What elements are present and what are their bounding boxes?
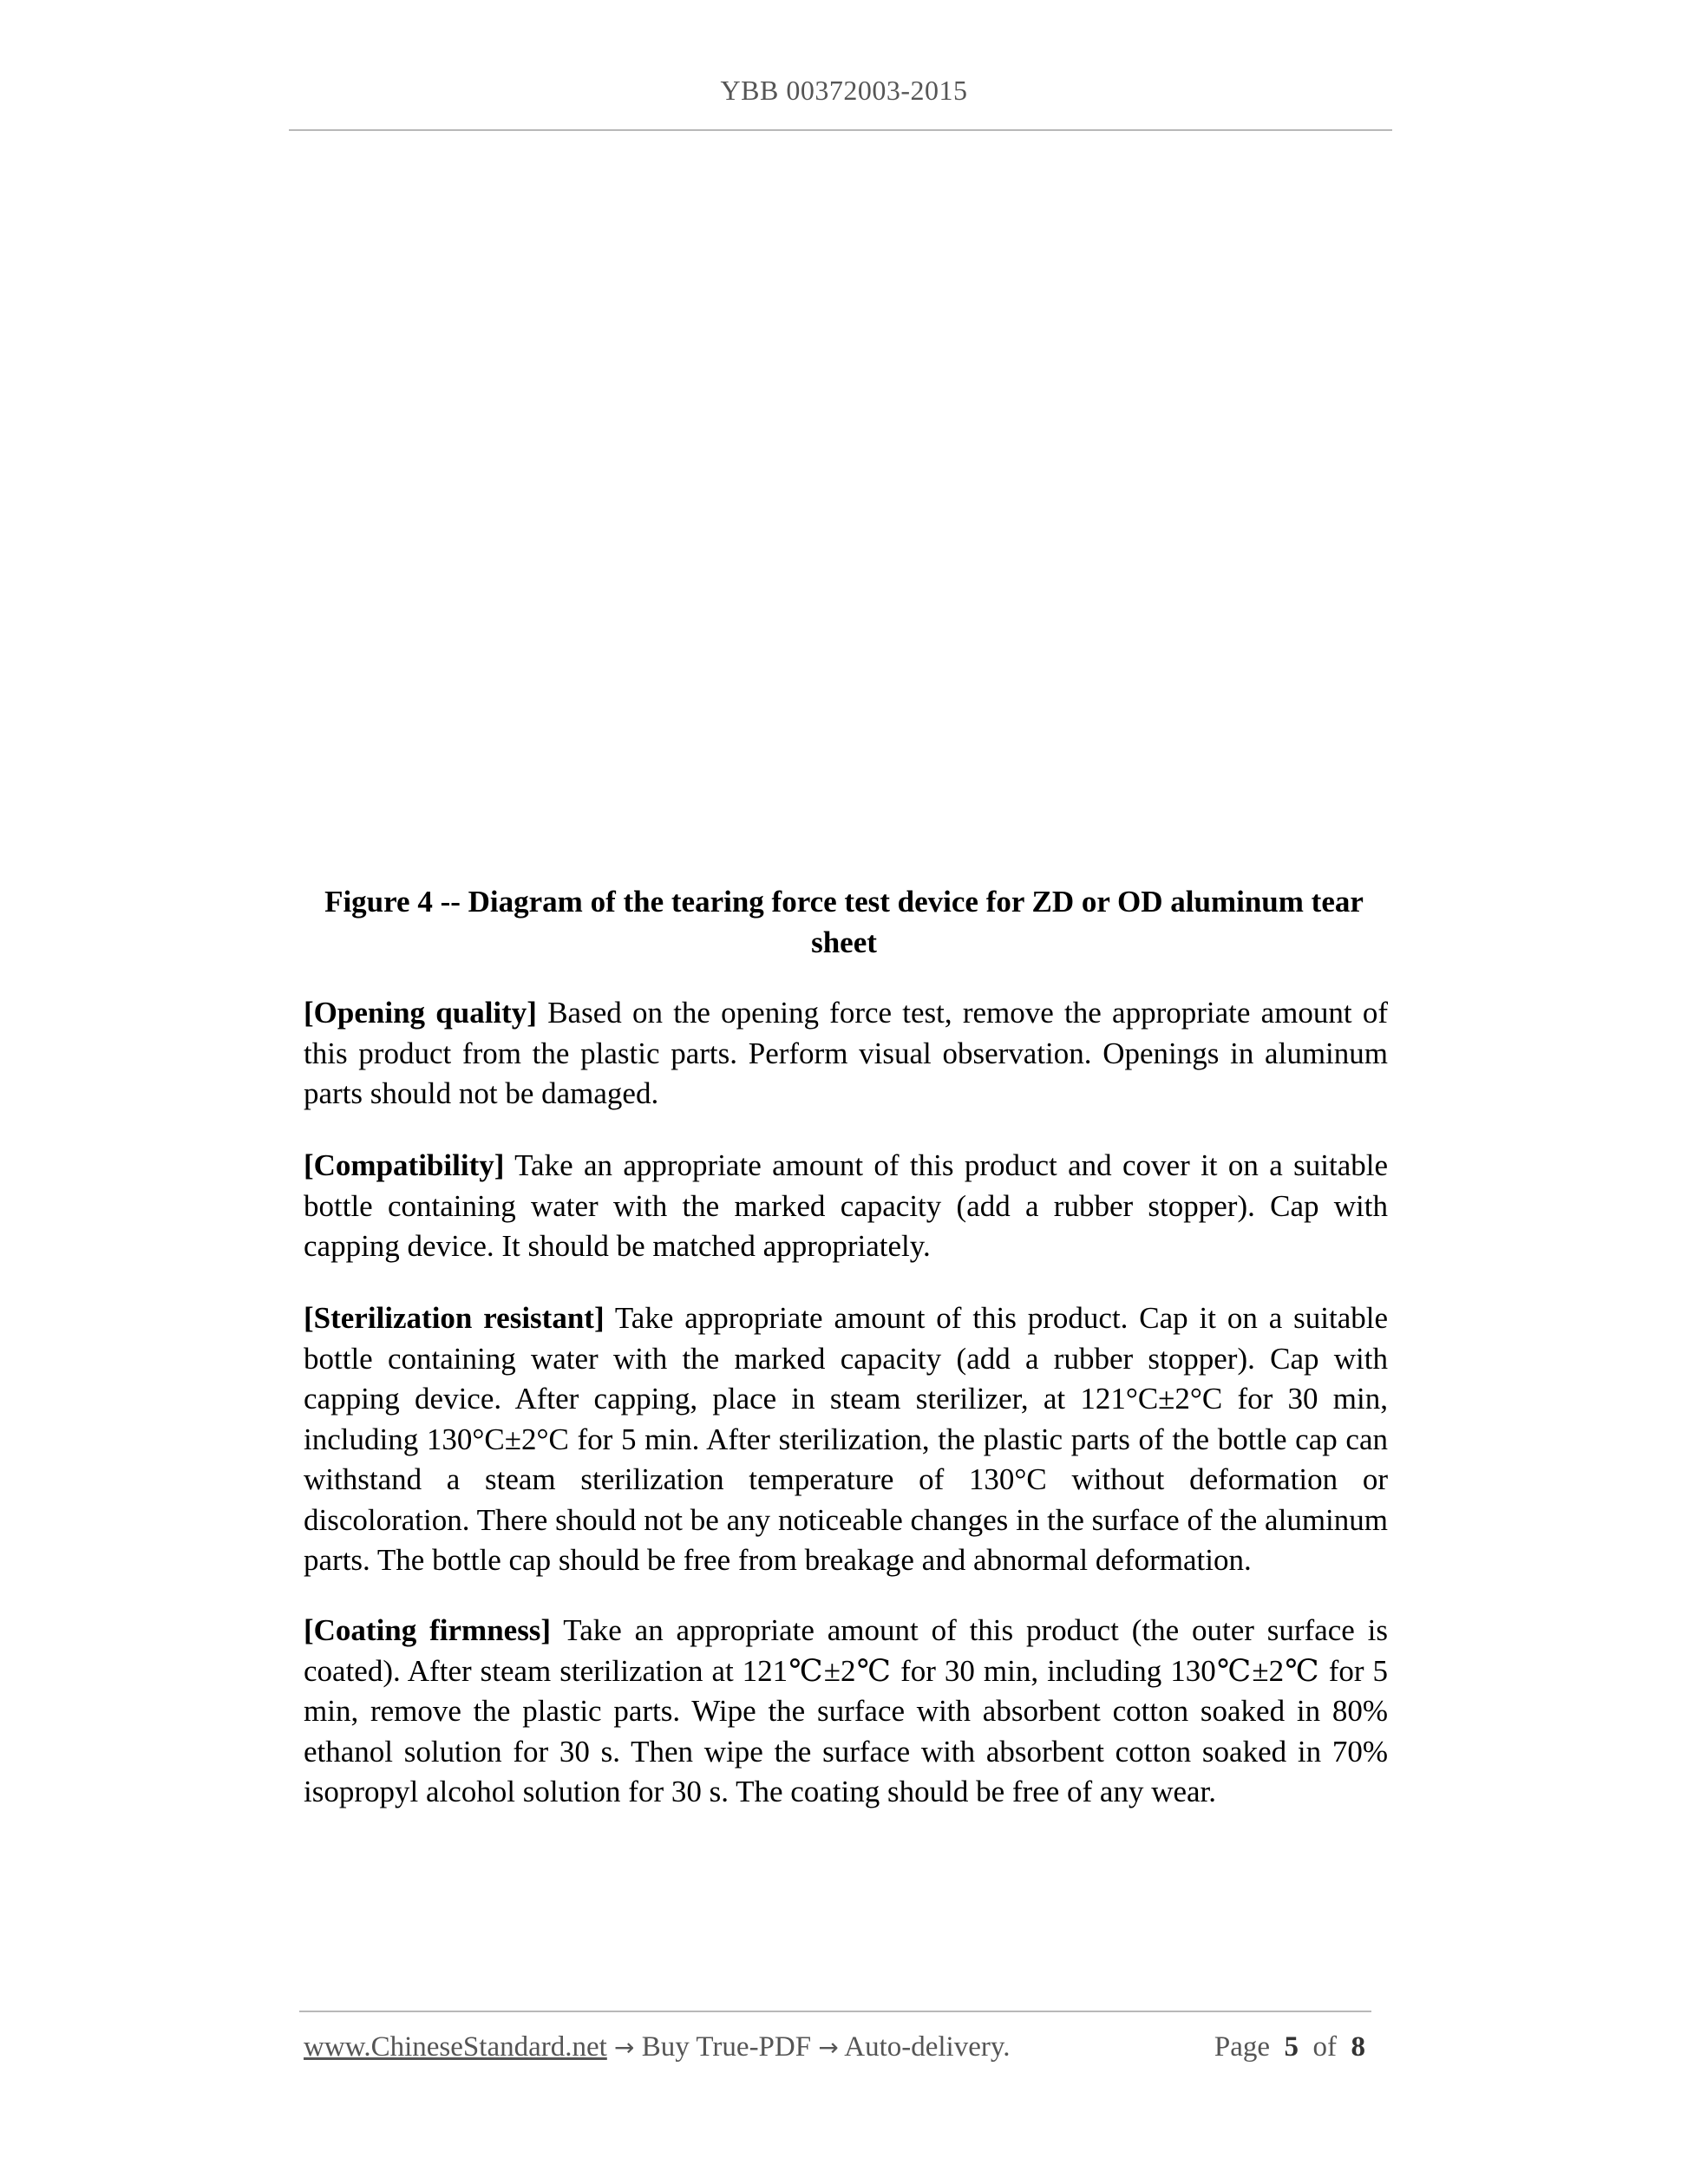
section-heading: [Sterilization resistant] — [304, 1301, 605, 1335]
figure-caption: Figure 4 -- Diagram of the tearing force test device for ZD or OD aluminum tear sheet — [324, 885, 1364, 959]
website-link[interactable]: www.ChineseStandard.net — [304, 2031, 607, 2063]
buy-true-pdf-text: Buy True-PDF — [641, 2031, 812, 2063]
section-body: Based on the opening force test, remove the appropriate amount of this product from the plastic parts. Perform visual observation. Openings in aluminum parts should not be damaged. — [304, 996, 1388, 1110]
section-body: Take an appropriate amount of this product and cover it on a suitable bottle containing water with the marked capacity (add a rubber stopper). Cap with capping device. It should be matched appropriately. — [304, 1148, 1388, 1263]
section-compatibility — [304, 1146, 1388, 1267]
total-pages: 8 — [1351, 2031, 1365, 2063]
section-sterilization-resistant — [304, 1298, 1388, 1581]
footer-divider — [299, 2011, 1371, 2012]
section-heading: [Coating firmness] — [304, 1613, 552, 1647]
of-label: of — [1312, 2031, 1337, 2063]
page-number: 5 — [1284, 2031, 1299, 2063]
auto-delivery-text: Auto-delivery. — [844, 2031, 1011, 2063]
figure-area — [289, 132, 1392, 878]
document-header-code: YBB 00372003-2015 — [720, 75, 968, 106]
page-label: Page — [1214, 2031, 1270, 2063]
page-indicator — [1214, 2030, 1365, 2064]
section-heading: [Opening quality] — [304, 996, 537, 1030]
section-opening-quality — [304, 993, 1388, 1115]
section-heading: [Compatibility] — [304, 1148, 505, 1182]
section-coating-firmness — [304, 1611, 1388, 1813]
arrow-right-icon: → — [818, 2033, 839, 2062]
arrow-right-icon: → — [614, 2033, 635, 2062]
section-body: Take an appropriate amount of this product (the outer surface is coated). After steam sterilization at 121℃±2℃ for 30 min, including 130℃±2℃ for 5 min, remove the plastic parts. Wipe the surface with absorbent cotton soaked in 80% ethanol solution for 30 s. Then wipe the surface with absorbent cotton soaked in 70% isopropyl alcohol solution for 30 s. The coating should be free of any wear. — [304, 1613, 1388, 1808]
page-footer — [304, 2030, 1371, 2065]
section-body: Take appropriate amount of this product. Cap it on a suitable bottle containing water with the marked capacity (add a rubber stopper). Cap with capping device. After capping, place in steam sterilizer, at 121°C±2°C for 30 min, including 130°C±2°C for 5 min. After sterilization, the plastic parts of the bottle cap can withstand a steam sterilization temperature of 130°C without deformation or discoloration. There should not be any noticeable changes in the surface of the aluminum parts. The bottle cap should be free from breakage and abnormal deformation. — [304, 1301, 1388, 1577]
header-divider — [289, 129, 1392, 131]
